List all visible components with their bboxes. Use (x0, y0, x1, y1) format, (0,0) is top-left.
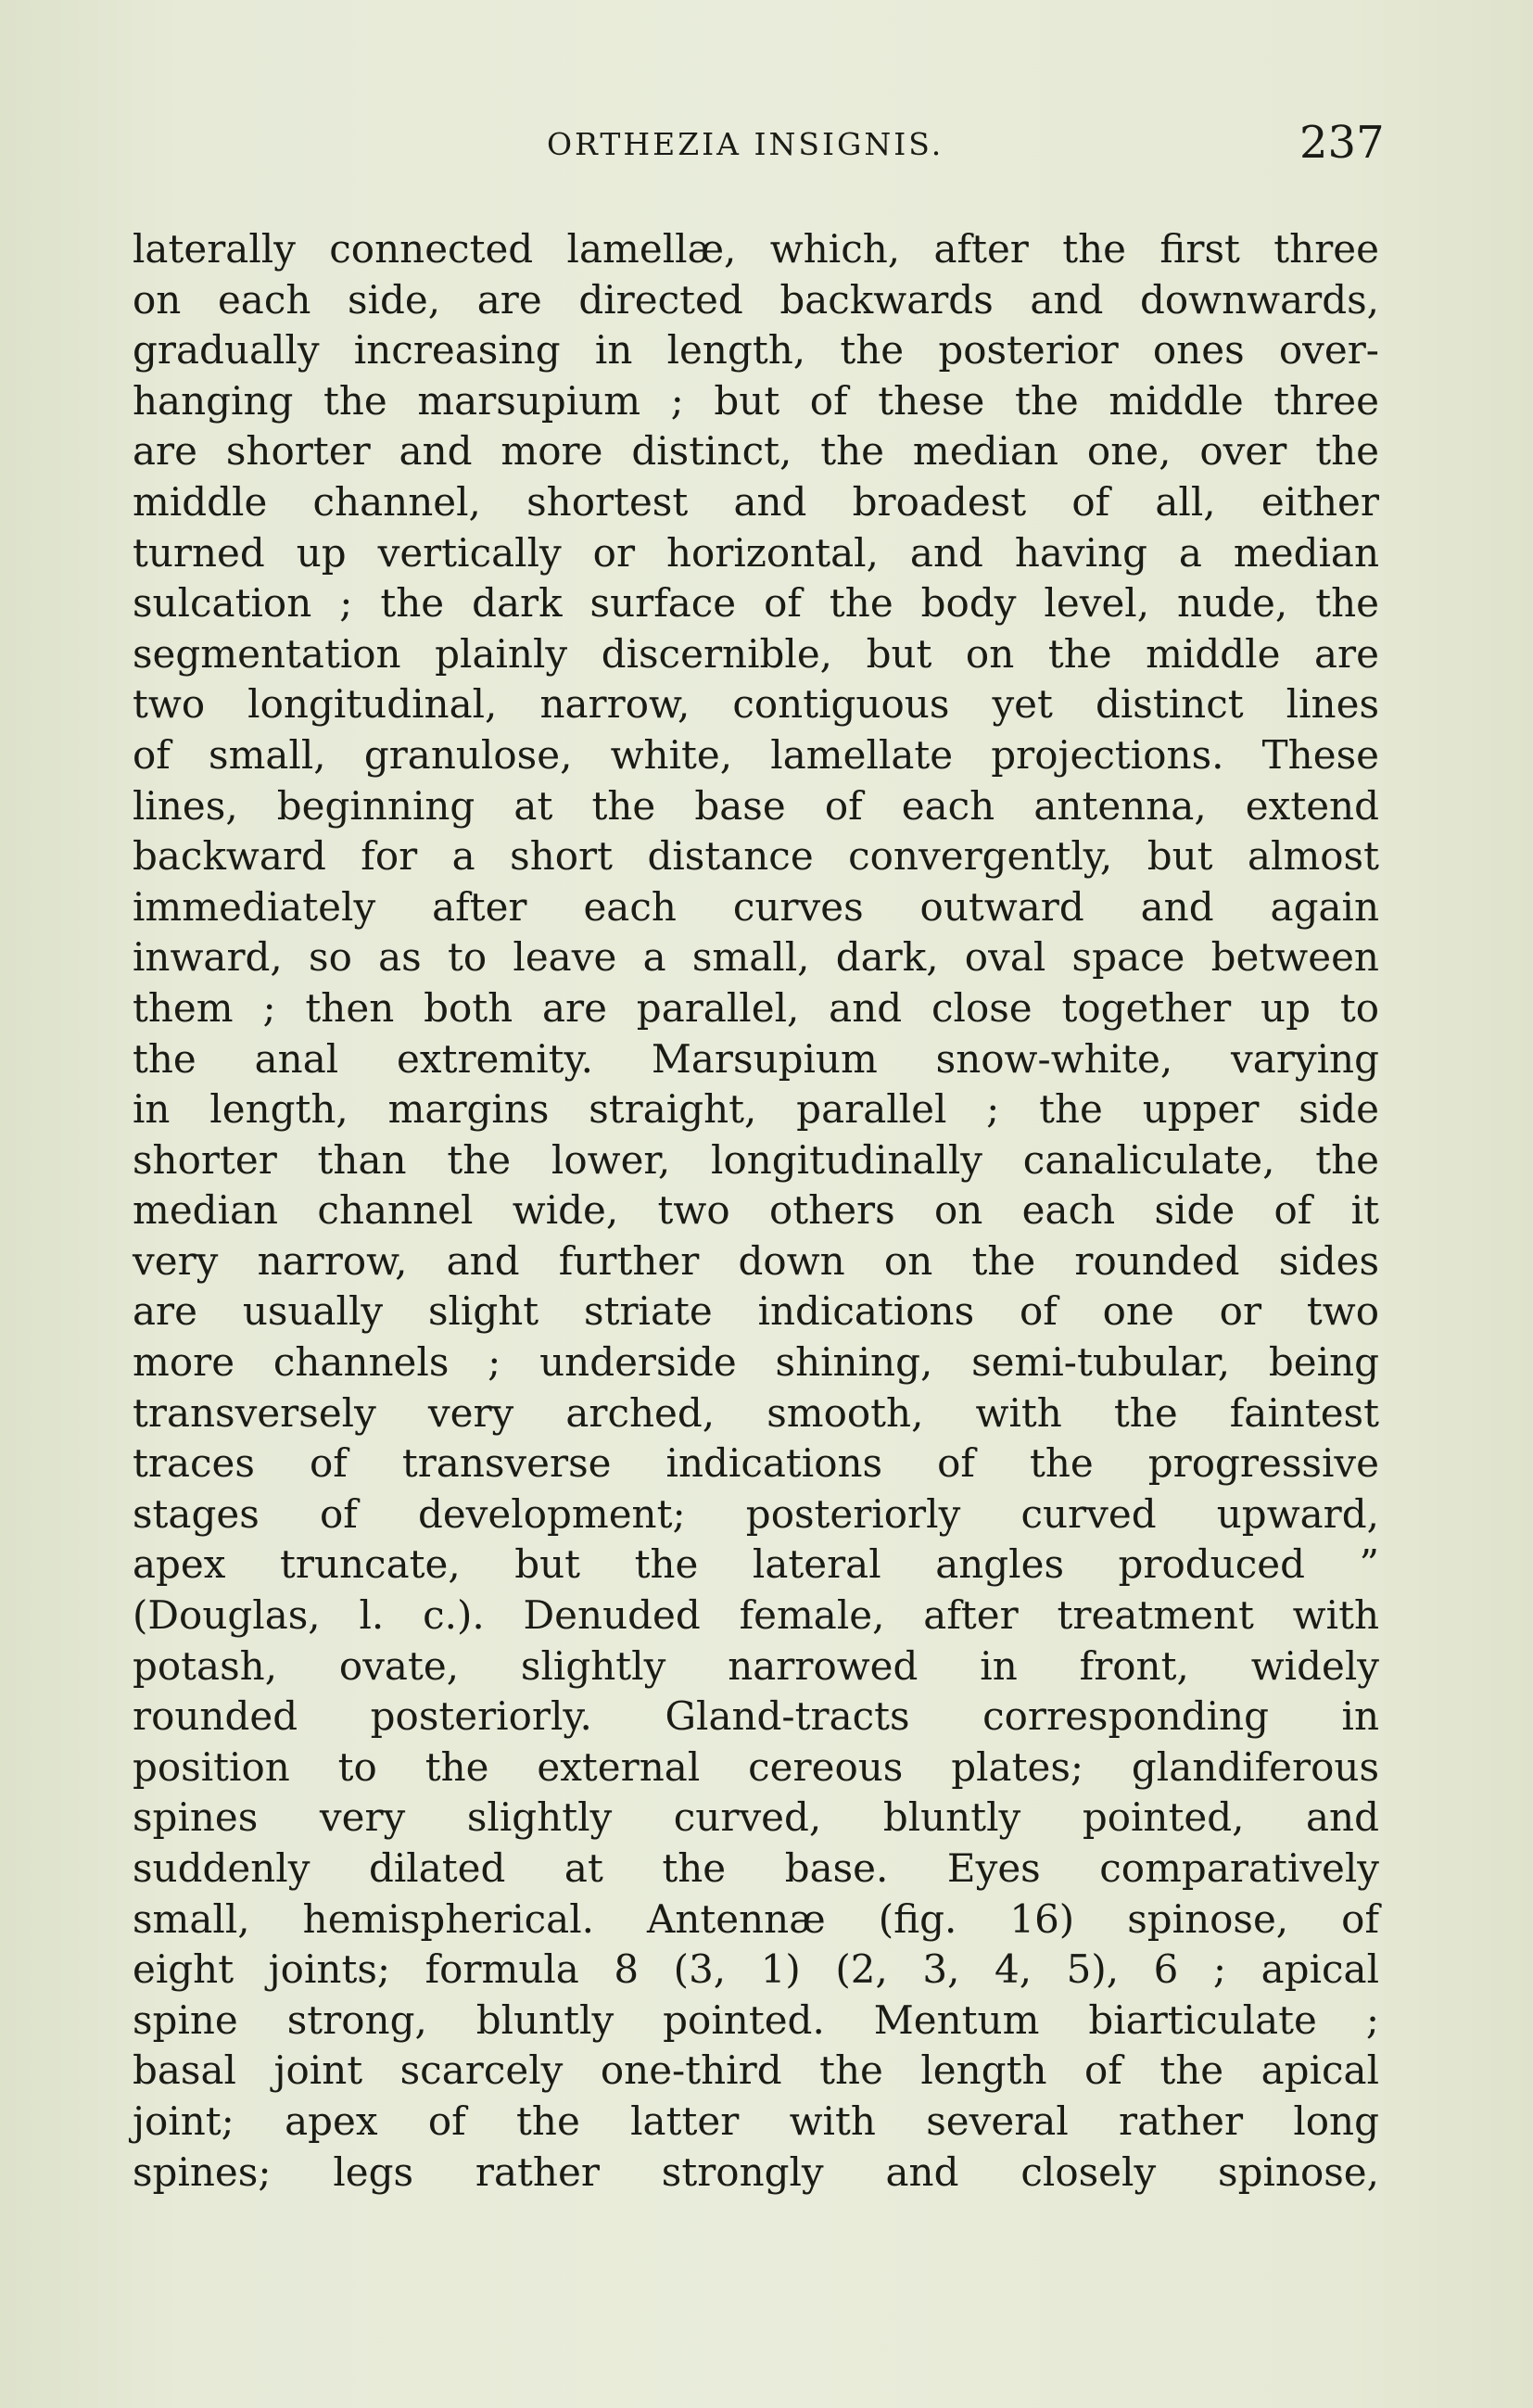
text-line: traces of transverse indications of the progressive (133, 1440, 1379, 1487)
text-line: the anal extremity. Marsupium snow-white, varying (133, 1035, 1379, 1082)
text-line: in length, margins straight, parallel ; the upper side (133, 1086, 1379, 1133)
text-line: sulcation ; the dark surface of the body level, nude, the (133, 580, 1379, 627)
text-line: are shorter and more distinct, the median one, over the (133, 428, 1379, 475)
text-line: shorter than the lower, longitudinally canaliculate, the (133, 1136, 1379, 1183)
text-line: (Douglas, l. c.). Denuded female, after treatment with (133, 1592, 1379, 1639)
text-line: gradually increasing in length, the posterior ones over- (133, 327, 1379, 374)
text-line: transversely very arched, smooth, with the faintest (133, 1389, 1379, 1436)
text-line: rounded posteriorly. Gland-tracts corresponding in (133, 1693, 1379, 1740)
text-line: on each side, are directed backwards and downwards, (133, 276, 1379, 323)
text-line: joint; apex of the latter with several rather long (133, 2097, 1379, 2144)
text-line: small, hemispherical. Antennæ (fig. 16) spinose, of (133, 1895, 1379, 1942)
text-line: immediately after each curves outward and again (133, 883, 1379, 930)
text-line: are usually slight striate indications of one or two (133, 1288, 1379, 1335)
page-header (0, 117, 1533, 176)
text-line: them ; then both are parallel, and close together up to (133, 984, 1379, 1031)
text-line: two longitudinal, narrow, contiguous yet distinct lines (133, 681, 1379, 728)
text-line: turned up vertically or horizontal, and having a median (133, 529, 1379, 576)
text-line: median channel wide, two others on each side of it (133, 1187, 1379, 1234)
text-line: lines, beginning at the base of each antenna, extend (133, 782, 1379, 829)
text-line: eight joints; formula 8 (3, 1) (2, 3, 4, 5), 6 ; apical (133, 1946, 1379, 1993)
text-line: suddenly dilated at the base. Eyes comparatively (133, 1845, 1379, 1891)
text-line: apex truncate, but the lateral angles produced ” (133, 1541, 1379, 1588)
body-text (133, 224, 1379, 2198)
text-line: hanging the marsupium ; but of these the middle three (133, 377, 1379, 424)
text-line: potash, ovate, slightly narrowed in front, widely (133, 1642, 1379, 1689)
text-line: backward for a short distance convergently, but almost (133, 833, 1379, 880)
text-line: basal joint scarcely one-third the length of the apical (133, 2047, 1379, 2094)
text-line: laterally connected lamellæ, which, after the first three (133, 226, 1379, 272)
text-line: spines very slightly curved, bluntly pointed, and (133, 1794, 1379, 1841)
text-line: spine strong, bluntly pointed. Mentum biarticulate ; (133, 1996, 1379, 2043)
text-line: spines; legs rather strongly and closely spinose, (133, 2148, 1379, 2195)
text-line: very narrow, and further down on the rounded sides (133, 1237, 1379, 1284)
text-line: inward, so as to leave a small, dark, oval space between (133, 934, 1379, 981)
text-line: segmentation plainly discernible, but on the middle are (133, 630, 1379, 677)
text-line: stages of development; posteriorly curved upward, (133, 1490, 1379, 1537)
text-line: more channels ; underside shining, semi-tubular, being (133, 1339, 1379, 1386)
running-title: ORTHEZIA INSIGNIS. (547, 126, 944, 162)
text-line: position to the external cereous plates; glandiferous (133, 1743, 1379, 1790)
text-line: middle channel, shortest and broadest of all, either (133, 478, 1379, 525)
text-line: of small, granulose, white, lamellate projections. These (133, 731, 1379, 778)
page-number: 237 (1299, 117, 1385, 169)
